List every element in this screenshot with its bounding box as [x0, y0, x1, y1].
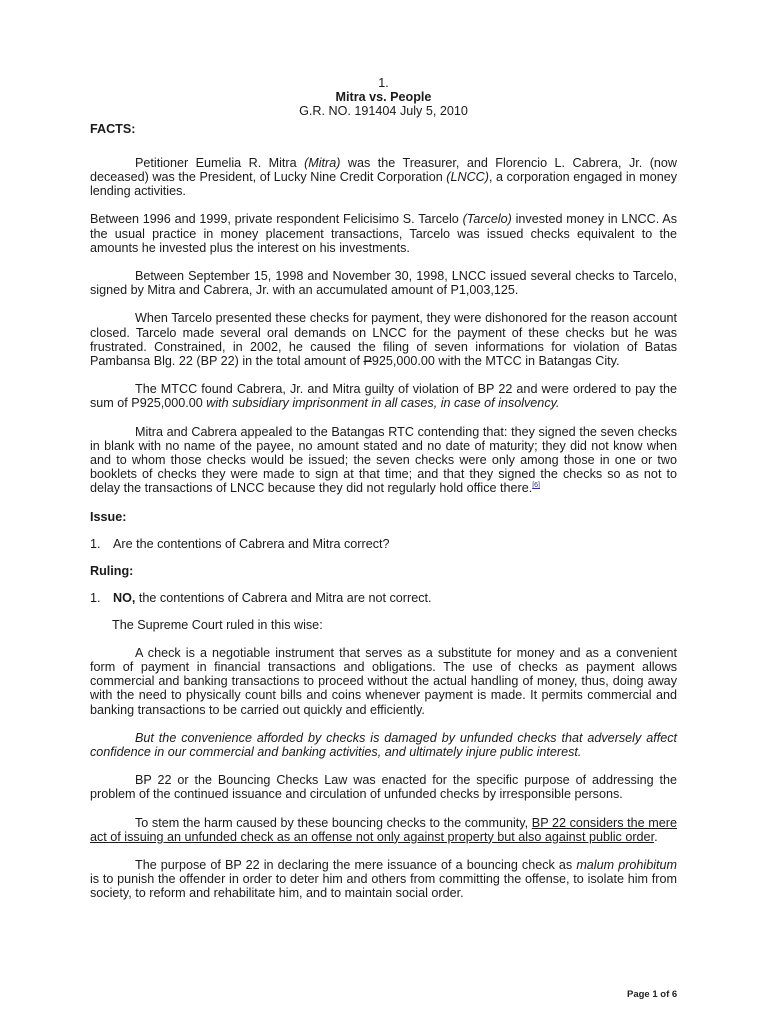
ruling-intro: The Supreme Court ruled in this wise: — [112, 618, 323, 633]
facts-paragraph-2: Between 1996 and 1999, private respondent Felicisimo S. Tarcelo (Tarcelo) invested money in LNCC. As the usual practice in money placement transactions, Tarcelo was issued checks equivalent to the amounts he invested plus the interest on his investments. — [90, 212, 677, 255]
facts-paragraph-1: Petitioner Eumelia R. Mitra (Mitra) was the Treasurer, and Florencio L. Cabrera, Jr. (now deceased) was the President, of Lucky Nine Credit Corporation (LNCC), a corporation engaged in money lending activities. — [90, 155, 677, 199]
ruling-quote-2: But the convenience afforded by checks is damaged by unfunded checks that adversely affect confidence in our commercial and banking activities, and ultimately injure public interest. — [90, 730, 677, 759]
facts-paragraph-3: Between September 15, 1998 and November 30, 1998, LNCC issued several checks to Tarcelo, signed by Mitra and Cabrera, Jr. with an accumulated amount of P1,003,125. — [90, 269, 677, 298]
ruling-quote-4: To stem the harm caused by these bouncing checks to the community, BP 22 considers the mere act of issuing an unfunded check as an offense not only against property but also against public order. — [90, 815, 677, 844]
issue-item: 1. Are the contentions of Cabrera and Mitra correct? — [90, 536, 390, 551]
ruling-quote-5: The purpose of BP 22 in declaring the mere issuance of a bouncing check as malum prohibitum is to punish the offender in order to deter him and others from committing the offense, to isolate him from society, to reform and rehabilitate him, and to maintain social order. — [90, 857, 677, 901]
ruling-quote-3: BP 22 or the Bouncing Checks Law was enacted for the specific purpose of addressing the problem of the continued issuance and circulation of unfunded checks by irresponsible persons. — [90, 773, 677, 802]
case-number: 1. — [378, 76, 389, 90]
footnote-link[interactable]: [6] — [532, 482, 541, 490]
facts-paragraph-4: When Tarcelo presented these checks for payment, they were dishonored for the reason account closed. Tarcelo made several oral demands on LNCC for the payment of these checks but he was frustrated. Constrained, in 2002, he caused the filing of seven informations for violation of Batas Pambansa Blg. 22 (BP 22) in the total amount of P925,000.00 with the MTCC in Batangas City. — [90, 311, 677, 369]
facts-paragraph-5: The MTCC found Cabrera, Jr. and Mitra guilty of violation of BP 22 and were ordered to pay the sum of P925,000.00 with subsidiary imprisonment in all cases, in case of insolvency. — [90, 382, 677, 411]
case-citation: G.R. NO. 191404 July 5, 2010 — [299, 104, 468, 119]
page-number: Page 1 of 6 — [627, 989, 678, 1000]
ruling-heading: Ruling: — [90, 564, 134, 579]
case-title: Mitra vs. People — [335, 90, 432, 105]
facts-heading: FACTS: — [90, 121, 136, 136]
document-page — [90, 76, 677, 901]
ruling-item: 1. NO, the contentions of Cabrera and Mitra are not correct. — [90, 591, 432, 606]
ruling-quote-1: A check is a negotiable instrument that serves as a substitute for money and as a convenient form of payment in financial transactions and obligations. The use of checks as payment allows commercial and banking transactions to proceed without the actual handling of money, thus, doing away with the need to physically count bills and coins whenever payment is made. It permits commercial and banking transactions to be carried out quickly and efficiently. — [90, 645, 677, 717]
issue-heading: Issue: — [90, 509, 127, 524]
facts-paragraph-6: Mitra and Cabrera appealed to the Batangas RTC contending that: they signed the seven checks in blank with no name of the payee, no amount stated and no date of maturity; they did not know when and to whom those checks would be issued; the seven checks were only among those in one or two booklets of checks they were made to sign at that time; and that they signed the checks so as not to delay the transactions of LNCC because they did not regularly hold office there.[6] — [90, 424, 677, 496]
